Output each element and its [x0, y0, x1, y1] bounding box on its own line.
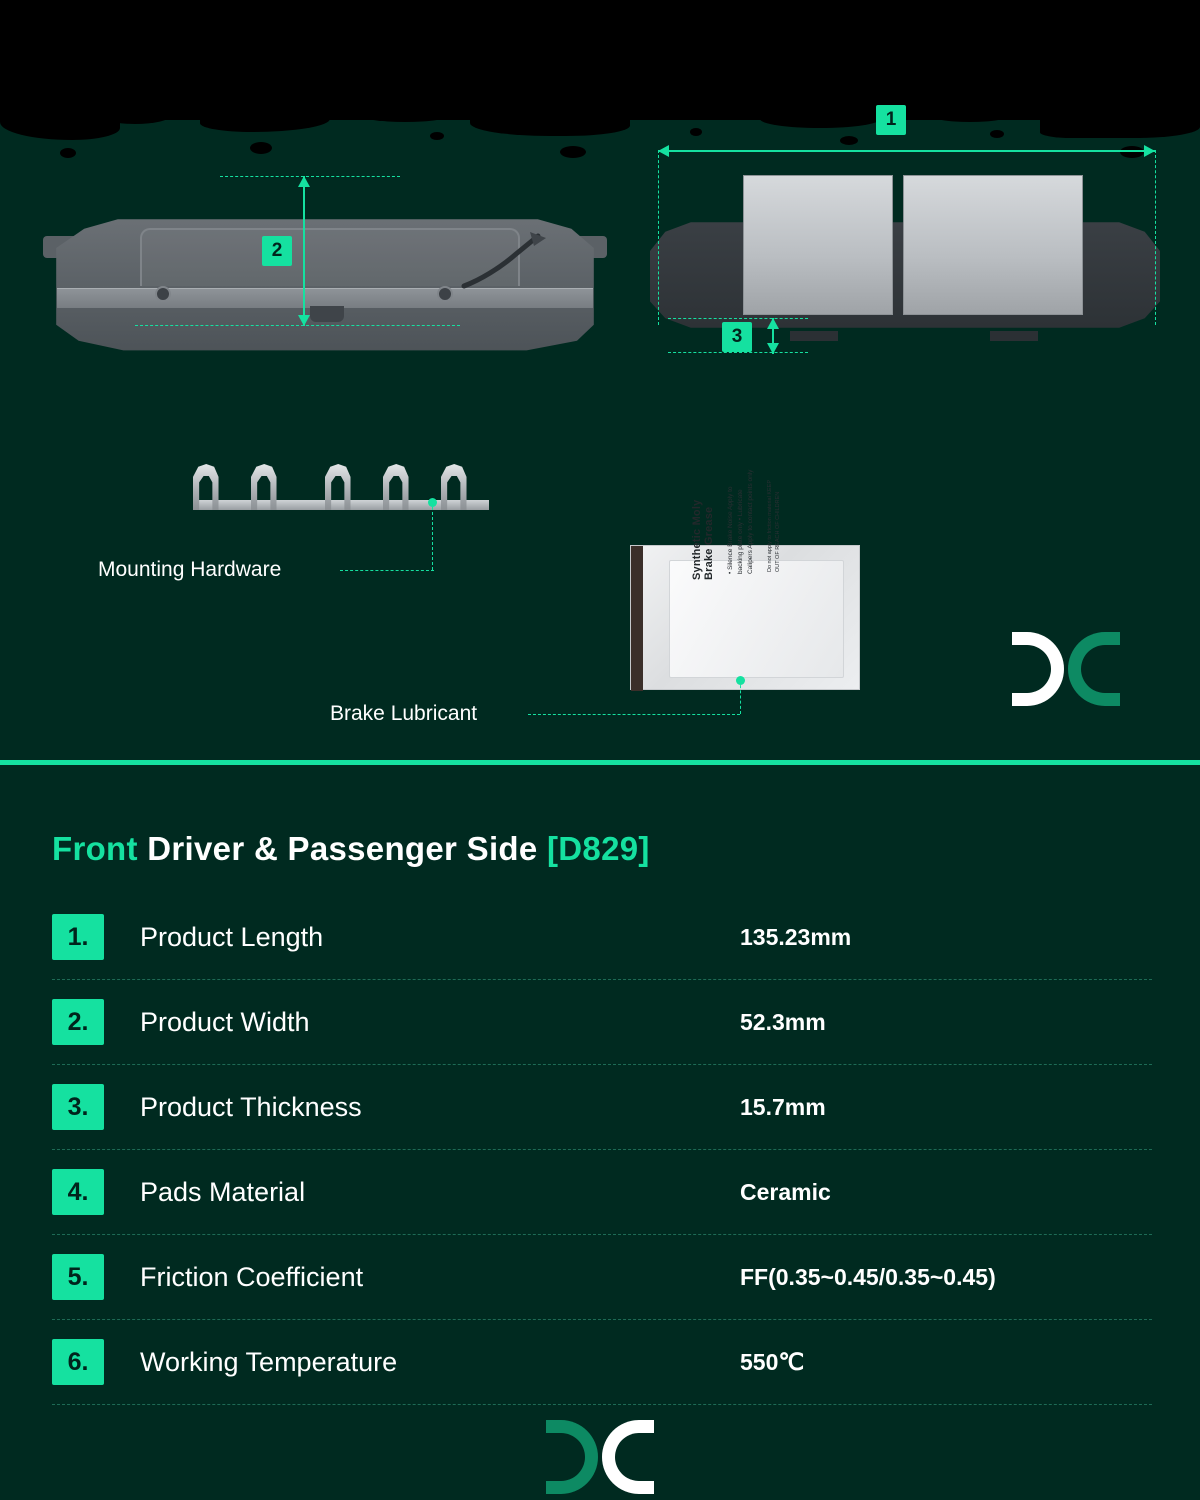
row-value: Ceramic — [740, 1178, 831, 1205]
table-row — [52, 895, 1152, 980]
packet-bullets: • Silence Brake Noise Apply to backing plate only • Lubricate Calipers Apply to contact points only — [727, 469, 754, 574]
hardware-leader-line-h — [340, 570, 434, 571]
row-number: 4. — [52, 1169, 104, 1215]
splat-shape — [360, 108, 450, 122]
row-value: 15.7mm — [740, 1093, 826, 1120]
table-row — [52, 1320, 1152, 1405]
badge-thickness: 3 — [722, 322, 752, 352]
row-number: 1. — [52, 914, 104, 960]
row-number: 5. — [52, 1254, 104, 1300]
pad-friction-block-right — [903, 175, 1083, 315]
row-label: Product Length — [140, 921, 324, 952]
brake-lubricant-packet — [630, 469, 860, 690]
row-label: Working Temperature — [140, 1346, 398, 1377]
splat-shape — [1040, 110, 1200, 138]
label-mounting-hardware: Mounting Hardware — [98, 558, 282, 581]
packet-title: Synthetic Moly Brake Grease — [691, 499, 715, 580]
splat-shape — [760, 110, 880, 128]
specification-section — [0, 765, 1200, 1500]
thickness-dimension-arrow — [772, 318, 774, 354]
pad-friction-block-left — [743, 175, 893, 315]
table-row — [52, 1235, 1152, 1320]
row-number: 3. — [52, 1084, 104, 1130]
row-label: Friction Coefficient — [140, 1261, 364, 1292]
spec-title-highlight: Front — [52, 830, 138, 867]
logo-c-shape — [1068, 632, 1120, 706]
packet-warning: Do not apply to friction material KEEP OUT OF REACH OF CHILDREN — [767, 480, 782, 572]
splat-dot — [250, 142, 272, 154]
black-banner — [0, 0, 1200, 120]
row-number: 6. — [52, 1339, 104, 1385]
row-value: FF(0.35~0.45/0.35~0.45) — [740, 1263, 996, 1290]
length-dimension-arrow — [658, 150, 1155, 152]
pad-friction-layer — [57, 288, 593, 308]
table-row — [52, 980, 1152, 1065]
row-label: Product Thickness — [140, 1091, 362, 1122]
splat-shape — [100, 108, 170, 124]
spec-rows — [52, 895, 1152, 1405]
row-value: 52.3mm — [740, 1008, 826, 1035]
row-label: Product Width — [140, 1006, 310, 1037]
lubricant-leader-line-v — [740, 680, 741, 714]
splat-dot — [990, 130, 1004, 138]
packet-tear-strip — [631, 546, 643, 691]
pad-rivet-hole — [437, 286, 453, 302]
pad-foot — [790, 331, 838, 341]
splat-dot — [430, 132, 444, 140]
label-brake-lubricant: Brake Lubricant — [330, 702, 478, 725]
spec-title — [52, 830, 650, 868]
brake-pad-side-view — [45, 200, 605, 365]
splat-shape — [660, 108, 720, 120]
row-value: 550℃ — [740, 1348, 805, 1375]
splat-dot — [840, 136, 858, 145]
mounting-hardware-image — [185, 450, 495, 510]
row-label: Pads Material — [140, 1176, 306, 1207]
splat-shape — [470, 110, 630, 136]
row-value: 135.23mm — [740, 923, 852, 950]
splat-shape — [930, 108, 1010, 122]
thickness-guide-bottom — [668, 352, 808, 353]
pad-center-notch — [310, 306, 344, 322]
lubricant-leader-line-h — [528, 714, 740, 715]
spec-title-rest: Driver & Passenger Side — [147, 830, 538, 867]
hardware-leader-line-v — [432, 502, 433, 570]
badge-width: 2 — [262, 236, 292, 266]
wear-sensor-clip-icon — [460, 230, 550, 290]
spec-title-code: [D829] — [547, 830, 650, 867]
row-number: 2. — [52, 999, 104, 1045]
length-guide-right — [1155, 150, 1156, 325]
splat-shape — [200, 110, 330, 132]
pad-rivet-hole — [155, 286, 171, 302]
width-dimension-arrow — [303, 176, 305, 326]
table-row — [52, 1150, 1152, 1235]
splat-dot — [60, 148, 76, 158]
table-row — [52, 1065, 1152, 1150]
thickness-guide-top — [668, 318, 808, 319]
badge-length: 1 — [876, 105, 906, 135]
pad-foot — [990, 331, 1038, 341]
logo-d-shape — [1012, 632, 1064, 706]
splat-dot — [560, 146, 586, 158]
length-guide-left — [658, 150, 659, 325]
width-guide-top — [220, 176, 400, 177]
splat-dot — [690, 128, 702, 136]
